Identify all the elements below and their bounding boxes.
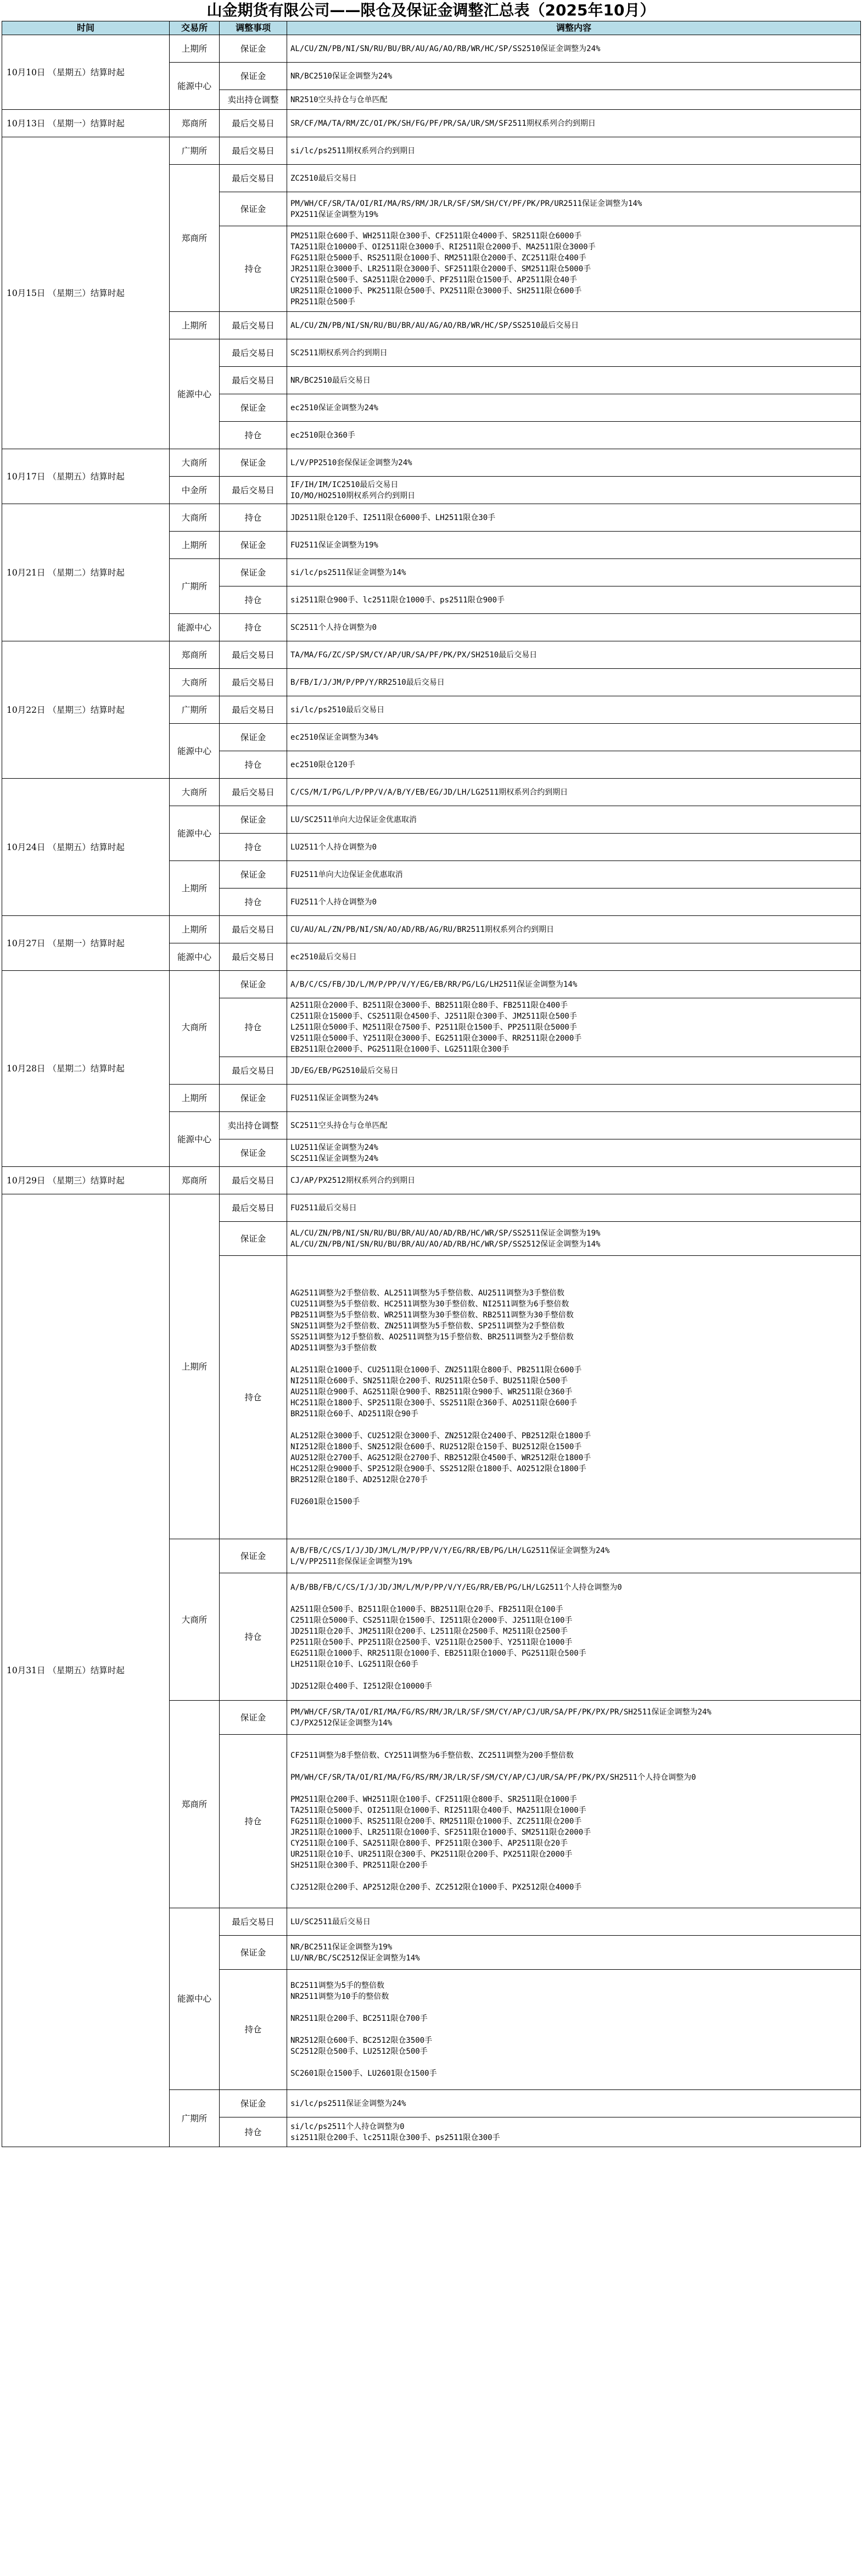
date-cell: 10月27日 （星期一）结算时起 [2,916,170,971]
exchange-cell: 能源中心 [170,63,220,110]
date-cell: 10月24日 （星期五）结算时起 [2,779,170,916]
adjustment-content-cell: FU2511个人持仓调整为0 [287,889,861,916]
adjustment-content-cell: A/B/FB/C/CS/I/J/JD/JM/L/M/P/PP/V/Y/EG/RR/EB/PG/LH/LG2511保证金调整为24% L/V/PP2511套保保证金调整为19% [287,1539,861,1573]
adjustment-content-cell: SC2511个人持仓调整为0 [287,614,861,641]
exchange-cell: 能源中心 [170,339,220,449]
table-row [2,110,861,137]
adjustment-content-cell: si/lc/ps2511期权系列合约到期日 [287,137,861,165]
adjustment-item-cell: 持仓 [220,614,287,641]
table-row [2,504,861,532]
adjustment-content-cell: JD/EG/EB/PG2510最后交易日 [287,1057,861,1085]
adjustment-content-cell: L/V/PP2510套保保证金调整为24% [287,449,861,477]
adjustment-content-cell: AL/CU/ZN/PB/NI/SN/RU/BU/BR/AU/AG/AO/RB/WR/HC/SP/SS2510最后交易日 [287,312,861,339]
adjustment-item-cell: 最后交易日 [220,779,287,806]
adjustment-content-cell: IF/IH/IM/IC2510最后交易日 IO/MO/HO2510期权系列合约到期日 [287,477,861,504]
exchange-cell: 能源中心 [170,724,220,779]
adjustment-content-cell: FU2511保证金调整为24% [287,1085,861,1112]
adjustment-content-cell: NR/BC2510最后交易日 [287,367,861,394]
header-content: 调整内容 [287,21,861,35]
adjustment-content-cell: si/lc/ps2510最后交易日 [287,696,861,724]
adjustment-content-cell: ec2510限仓120手 [287,751,861,779]
exchange-cell: 大商所 [170,504,220,532]
table-row [2,35,861,63]
adjustment-content-cell: SC2511空头持仓与仓单匹配 [287,1112,861,1139]
adjustment-item-cell: 保证金 [220,192,287,226]
table-row [2,1167,861,1194]
adjustment-item-cell: 最后交易日 [220,1057,287,1085]
date-cell: 10月21日 （星期二）结算时起 [2,504,170,641]
date-cell: 10月29日 （星期三）结算时起 [2,1167,170,1194]
adjustment-item-cell: 最后交易日 [220,1167,287,1194]
exchange-cell: 广期所 [170,696,220,724]
exchange-cell: 能源中心 [170,1112,220,1167]
adjustment-item-cell: 持仓 [220,751,287,779]
header-item: 调整事项 [220,21,287,35]
adjustment-content-cell: TA/MA/FG/ZC/SP/SM/CY/AP/UR/SA/PF/PK/PX/SH2510最后交易日 [287,641,861,669]
adjustment-content-cell: LU/SC2511最后交易日 [287,1908,861,1936]
header-exchange: 交易所 [170,21,220,35]
adjustment-item-cell: 最后交易日 [220,165,287,192]
adjustment-content-cell: SR/CF/MA/TA/RM/ZC/OI/PK/SH/FG/PF/PR/SA/UR/SM/SF2511期权系列合约到期日 [287,110,861,137]
date-cell: 10月17日 （星期五）结算时起 [2,449,170,504]
adjustment-item-cell: 保证金 [220,806,287,834]
adjustment-content-cell: CJ/AP/PX2512期权系列合约到期日 [287,1167,861,1194]
adjustment-item-cell: 保证金 [220,532,287,559]
adjustment-content-cell: NR/BC2510保证金调整为24% [287,63,861,90]
exchange-cell: 郑商所 [170,110,220,137]
adjustment-item-cell: 最后交易日 [220,669,287,696]
exchange-cell: 上期所 [170,1194,220,1539]
adjustment-content-cell: FU2511最后交易日 [287,1194,861,1222]
adjustment-item-cell: 保证金 [220,63,287,90]
adjustment-content-cell: NR/BC2511保证金调整为19% LU/NR/BC/SC2512保证金调整为14% [287,1936,861,1970]
adjustment-content-cell: B/FB/I/J/JM/P/PP/Y/RR2510最后交易日 [287,669,861,696]
date-cell: 10月28日 （星期二）结算时起 [2,971,170,1167]
adjustment-item-cell: 保证金 [220,1539,287,1573]
table-row [2,1194,861,1222]
adjustment-item-cell: 保证金 [220,449,287,477]
exchange-cell: 郑商所 [170,1167,220,1194]
table-row [2,779,861,806]
exchange-cell: 郑商所 [170,641,220,669]
adjustment-content-cell: ec2510限仓360手 [287,422,861,449]
adjustment-item-cell: 持仓 [220,1735,287,1908]
adjustment-content-cell: ec2510保证金调整为24% [287,394,861,422]
exchange-cell: 上期所 [170,1085,220,1112]
adjustment-item-cell: 最后交易日 [220,477,287,504]
adjustment-content-cell: NR2510空头持仓与仓单匹配 [287,90,861,110]
adjustment-content-cell: FU2511保证金调整为19% [287,532,861,559]
exchange-cell: 大商所 [170,449,220,477]
adjustment-item-cell: 持仓 [220,889,287,916]
adjustment-content-cell: CU/AU/AL/ZN/PB/NI/SN/AO/AD/RB/AG/RU/BR2511期权系列合约到期日 [287,916,861,943]
table-body [2,35,861,2147]
adjustment-content-cell: PM/WH/CF/SR/TA/OI/RI/MA/RS/RM/JR/LR/SF/SM/SH/CY/PF/PK/PR/UR2511保证金调整为14% PX2511保证金调整为19% [287,192,861,226]
document-title: 山金期货有限公司——限仓及保证金调整汇总表（2025年10月） [206,1,656,19]
table-row [2,971,861,998]
adjustment-content-cell: LU2511保证金调整为24% SC2511保证金调整为24% [287,1139,861,1167]
adjustment-content-cell: LU2511个人持仓调整为0 [287,834,861,861]
adjustment-item-cell: 最后交易日 [220,943,287,971]
adjustment-item-cell: 最后交易日 [220,1194,287,1222]
adjustment-item-cell: 最后交易日 [220,339,287,367]
date-cell: 10月13日 （星期一）结算时起 [2,110,170,137]
exchange-cell: 大商所 [170,669,220,696]
exchange-cell: 上期所 [170,532,220,559]
adjustment-table [2,21,861,2147]
adjustment-content-cell: ec2510最后交易日 [287,943,861,971]
exchange-cell: 大商所 [170,1539,220,1701]
adjustment-item-cell: 保证金 [220,394,287,422]
adjustment-item-cell: 持仓 [220,2117,287,2147]
exchange-cell: 郑商所 [170,165,220,312]
header-time: 时间 [2,21,170,35]
date-cell: 10月31日 （星期五）结算时起 [2,1194,170,2147]
exchange-cell: 上期所 [170,312,220,339]
adjustment-content-cell: A2511限仓2000手、B2511限仓3000手、BB2511限仓80手、FB2511限仓400手 C2511限仓15000手、CS2511限仓4500手、J2511限仓300手、JM2511限仓500手 L2511限仓5000手、M2511限仓7500手、P2511限仓1500手、PP2511限仓5000手 V2511限仓5000手、Y2511限仓3000手、EG2511限仓3000手、RR2511限仓2000手 EB2511限仓2000手、PG2511限仓1000手、LG2511限仓300手 [287,998,861,1057]
exchange-cell: 广期所 [170,2090,220,2147]
table-row [2,916,861,943]
adjustment-content-cell: JD2511限仓120手、I2511限仓6000手、LH2511限仓30手 [287,504,861,532]
adjustment-content-cell: si2511限仓900手、lc2511限仓1000手、ps2511限仓900手 [287,586,861,614]
adjustment-item-cell: 保证金 [220,1139,287,1167]
table-row [2,449,861,477]
adjustment-item-cell: 保证金 [220,2090,287,2117]
adjustment-item-cell: 卖出持仓调整 [220,90,287,110]
adjustment-content-cell: CF2511调整为8手整倍数、CY2511调整为6手整倍数、ZC2511调整为200手整倍数 PM/WH/CF/SR/TA/OI/RI/MA/FG/RS/RM/JR/LR/SF/SM/CY/AP/CJ/UR/SA/PF/PK/PX/SH2511个人持仓调整为0 PM2511限仓200手、WH2511限仓100手、CF2511限仓800手、SR2511限仓1000手 TA2511限仓5000手、OI2511限仓1000手、RI2511限仓400手、MA2511限仓1000手 FG2511限仓1000手、RS2511限仓200手、RM2511限仓1000手、ZC2511限仓200手 JR2511限仓1000手、LR2511限仓1000手、SF2511限仓1000手、SM2511限仓2000手 CY2511限仓100手、SA2511限仓800手、PF2511限仓300手、AP2511限仓20手 UR2511限仓10手、UR2511限仓300手、PK2511限仓200手、PX2511限仓2000手 SH2511限仓300手、PR2511限仓200手 CJ2512限仓200手、AP2512限仓200手、ZC2512限仓1000手、PX2512限仓4000手 [287,1735,861,1908]
exchange-cell: 郑商所 [170,1701,220,1908]
adjustment-item-cell: 保证金 [220,1936,287,1970]
adjustment-item-cell: 持仓 [220,1970,287,2090]
adjustment-item-cell: 最后交易日 [220,367,287,394]
adjustment-item-cell: 最后交易日 [220,110,287,137]
adjustment-content-cell: SC2511期权系列合约到期日 [287,339,861,367]
table-row [2,641,861,669]
adjustment-content-cell: AL/CU/ZN/PB/NI/SN/RU/BU/BR/AU/AG/AO/RB/WR/HC/SP/SS2510保证金调整为24% [287,35,861,63]
exchange-cell: 上期所 [170,861,220,916]
adjustment-item-cell: 持仓 [220,834,287,861]
adjustment-item-cell: 保证金 [220,35,287,63]
adjustment-content-cell: A/B/BB/FB/C/CS/I/J/JD/JM/L/M/P/PP/V/Y/EG/RR/EB/PG/LH/LG2511个人持仓调整为0 A2511限仓500手、B2511限仓1000手、BB2511限仓20手、FB2511限仓100手 C2511限仓5000手、CS2511限仓1500手、I2511限仓2000手、J2511限仓100手 JD2511限仓20手、JM2511限仓200手、L2511限仓2500手、M2511限仓2500手 P2511限仓500手、PP2511限仓2500手、V2511限仓2500手、Y2511限仓1000手 EG2511限仓1000手、RR2511限仓1000手、EB2511限仓1000手、PG2511限仓500手 LH2511限仓10手、LG2511限仓60手 JD2512限仓400手、I2512限仓10000手 [287,1573,861,1701]
adjustment-item-cell: 持仓 [220,586,287,614]
adjustment-item-cell: 保证金 [220,1701,287,1735]
adjustment-content-cell: A/B/C/CS/FB/JD/L/M/P/PP/V/Y/EG/EB/RR/PG/LG/LH2511保证金调整为14% [287,971,861,998]
adjustment-item-cell: 保证金 [220,861,287,889]
adjustment-item-cell: 持仓 [220,998,287,1057]
exchange-cell: 上期所 [170,916,220,943]
adjustment-item-cell: 最后交易日 [220,916,287,943]
adjustment-item-cell: 卖出持仓调整 [220,1112,287,1139]
adjustment-content-cell: PM2511限仓600手、WH2511限仓300手、CF2511限仓4000手、SR2511限仓6000手 TA2511限仓10000手、OI2511限仓3000手、RI2511限仓2000手、MA2511限仓3000手 FG2511限仓5000手、RS2511限仓1000手、RM2511限仓2000手、ZC2511限仓400手 JR2511限仓3000手、LR2511限仓3000手、SF2511限仓2000手、SM2511限仓5000手 CY2511限仓500手、SA2511限仓2000手、PF2511限仓1500手、AP2511限仓40手 UR2511限仓1000手、PK2511限仓500手、PX2511限仓3000手、SH2511限仓600手 PR2511限仓500手 [287,226,861,312]
adjustment-content-cell: si/lc/ps2511保证金调整为14% [287,559,861,586]
exchange-cell: 能源中心 [170,614,220,641]
adjustment-item-cell: 保证金 [220,971,287,998]
exchange-cell: 大商所 [170,779,220,806]
exchange-cell: 广期所 [170,559,220,614]
adjustment-item-cell: 持仓 [220,1573,287,1701]
adjustment-item-cell: 最后交易日 [220,1908,287,1936]
exchange-cell: 中金所 [170,477,220,504]
date-cell: 10月15日 （星期三）结算时起 [2,137,170,449]
adjustment-content-cell: AG2511调整为2手整倍数、AL2511调整为5手整倍数、AU2511调整为3手整倍数 CU2511调整为5手整倍数、HC2511调整为30手整倍数、NI2511调整为6手整倍数 PB2511调整为5手整倍数、WR2511调整为30手整倍数、RB2511调整为30手整倍数 SN2511调整为2手整倍数、ZN2511调整为5手整倍数、SP2511调整为2手整倍数 SS2511调整为12手整倍数、AO2511调整为15手整倍数、BR2511调整为2手整倍数 AD2511调整为3手整倍数 AL2511限仓1000手、CU2511限仓1000手、ZN2511限仓800手、PB2511限仓600手 NI2511限仓600手、SN2511限仓200手、RU2511限仓50手、BU2511限仓500手 AU2511限仓900手、AG2511限仓900手、RB2511限仓900手、WR2511限仓360手 HC2511限仓1800手、SP2511限仓300手、SS2511限仓360手、AO2511限仓600手 BR2511限仓60手、AD2511限仓90手 AL2512限仓3000手、CU2512限仓3000手、ZN2512限仓2400手、PB2512限仓1800手 NI2512限仓1800手、SN2512限仓600手、RU2512限仓150手、BU2512限仓1500手 AU2512限仓2700手、AG2512限仓2700手、RB2512限仓4500手、WR2512限仓1800手 HC2512限仓9000手、SP2512限仓900手、SS2512限仓1800手、AO2512限仓1800手 BR2512限仓180手、AD2512限仓270手 FU2601限仓1500手 [287,1256,861,1539]
adjustment-item-cell: 持仓 [220,1256,287,1539]
exchange-cell: 广期所 [170,137,220,165]
adjustment-content-cell: si/lc/ps2511保证金调整为24% [287,2090,861,2117]
adjustment-content-cell: AL/CU/ZN/PB/NI/SN/RU/BU/BR/AU/AO/AD/RB/HC/WR/SP/SS2511保证金调整为19% AL/CU/ZN/PB/NI/SN/RU/BU/BR/AU/AO/AD/RB/HC/WR/SP/SS2512保证金调整为14% [287,1222,861,1256]
adjustment-content-cell: BC2511调整为5手的整倍数 NR2511调整为10手的整倍数 NR2511限仓200手、BC2511限仓700手 NR2512限仓600手、BC2512限仓3500手 SC2512限仓500手、LU2512限仓500手 SC2601限仓1500手、LU2601限仓1500手 [287,1970,861,2090]
adjustment-item-cell: 持仓 [220,422,287,449]
adjustment-item-cell: 最后交易日 [220,696,287,724]
adjustment-item-cell: 保证金 [220,1222,287,1256]
adjustment-content-cell: LU/SC2511单向大边保证金优惠取消 [287,806,861,834]
adjustment-item-cell: 持仓 [220,504,287,532]
date-cell: 10月22日 （星期三）结算时起 [2,641,170,779]
adjustment-content-cell: PM/WH/CF/SR/TA/OI/RI/MA/FG/RS/RM/JR/LR/SF/SM/CY/AP/CJ/UR/SA/PF/PK/PX/PR/SH2511保证金调整为24% CJ/PX2512保证金调整为14% [287,1701,861,1735]
adjustment-item-cell: 持仓 [220,226,287,312]
adjustment-item-cell: 最后交易日 [220,641,287,669]
exchange-cell: 大商所 [170,971,220,1085]
adjustment-item-cell: 最后交易日 [220,137,287,165]
exchange-cell: 能源中心 [170,943,220,971]
adjustment-item-cell: 保证金 [220,1085,287,1112]
adjustment-content-cell: ZC2510最后交易日 [287,165,861,192]
adjustment-item-cell: 保证金 [220,559,287,586]
adjustment-item-cell: 最后交易日 [220,312,287,339]
exchange-cell: 能源中心 [170,806,220,861]
table-row [2,137,861,165]
adjustment-content-cell: C/CS/M/I/PG/L/P/PP/V/A/B/Y/EB/EG/JD/LH/LG2511期权系列合约到期日 [287,779,861,806]
exchange-cell: 上期所 [170,35,220,63]
adjustment-content-cell: si/lc/ps2511个人持仓调整为0 si2511限仓200手、lc2511限仓300手、ps2511限仓300手 [287,2117,861,2147]
adjustment-item-cell: 保证金 [220,724,287,751]
exchange-cell: 能源中心 [170,1908,220,2090]
adjustment-content-cell: FU2511单向大边保证金优惠取消 [287,861,861,889]
adjustment-content-cell: ec2510保证金调整为34% [287,724,861,751]
date-cell: 10月10日 （星期五）结算时起 [2,35,170,110]
